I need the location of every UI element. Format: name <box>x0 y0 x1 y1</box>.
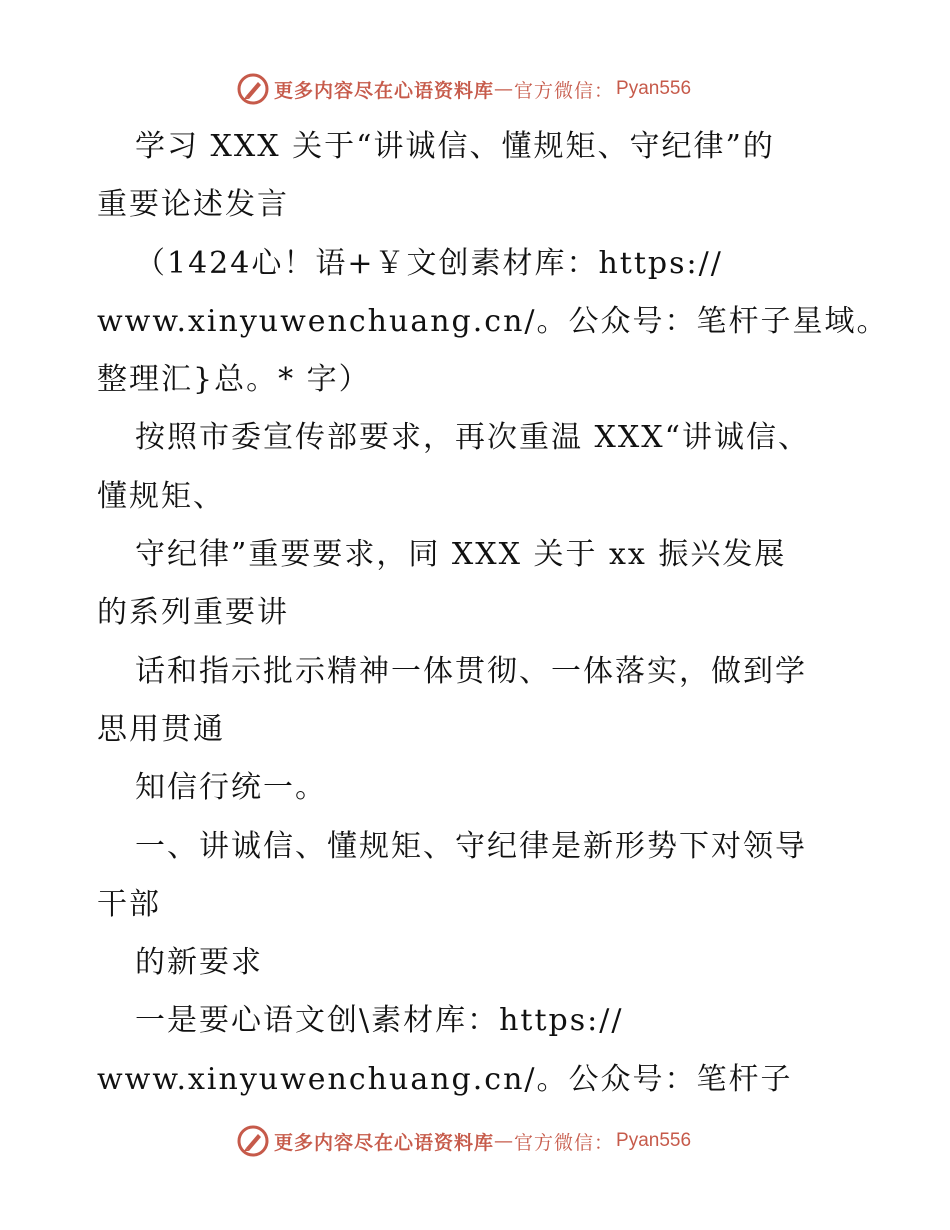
watermark-wechat-label: 官方微信： <box>514 79 615 102</box>
section-heading-line: 干部 <box>97 886 161 922</box>
text-line: www.xinyuwenchuang.cn/。公众号：笔杆子星域。 <box>97 303 889 339</box>
watermark-wechat-id: Pyan556 <box>616 1130 692 1151</box>
text-line: 按照市委宣传部要求，再次重温 XXX“讲诚信、 <box>135 420 810 456</box>
pen-circle-logo-icon <box>236 1124 270 1158</box>
title-line-1: 学习 XXX 关于“讲诚信、懂规矩、守纪律”的 <box>135 129 775 164</box>
text-line: 一是要心语文创\素材库：https:// <box>135 1003 624 1039</box>
text-line: 整理汇}总。* 字） <box>97 362 371 398</box>
watermark-main-text: 更多内容尽在心语资料库 <box>274 79 495 102</box>
footer-watermark <box>236 1124 691 1158</box>
watermark-wechat-label: 官方微信： <box>514 1131 615 1154</box>
text-line: （1424心！语+￥文创素材库：https:// <box>135 245 723 281</box>
text-line: 思用贯通 <box>97 711 225 747</box>
pen-circle-logo-icon <box>236 72 270 106</box>
text-line: 知信行统一。 <box>135 770 327 806</box>
text-line: www.xinyuwenchuang.cn/。公众号：笔杆子 <box>97 1061 793 1097</box>
header-watermark <box>236 72 691 106</box>
watermark-wechat-id: Pyan556 <box>616 78 692 99</box>
text-line: 懂规矩、 <box>97 478 225 514</box>
document-body <box>97 118 889 1109</box>
title-line-2: 重要论述发言 <box>97 187 289 223</box>
section-heading-line: 一、讲诚信、懂规矩、守纪律是新形势下对领导 <box>135 828 807 864</box>
text-line: 守纪律”重要要求，同 XXX 关于 xx 振兴发展 <box>135 537 787 573</box>
section-heading-line: 的新要求 <box>135 945 263 981</box>
text-line: 话和指示批示精神一体贯彻、一体落实，做到学 <box>135 653 807 689</box>
watermark-separator: — <box>494 78 515 100</box>
text-line: 的系列重要讲 <box>97 595 289 631</box>
watermark-main-text: 更多内容尽在心语资料库 <box>274 1131 495 1154</box>
watermark-separator: — <box>494 1130 515 1152</box>
